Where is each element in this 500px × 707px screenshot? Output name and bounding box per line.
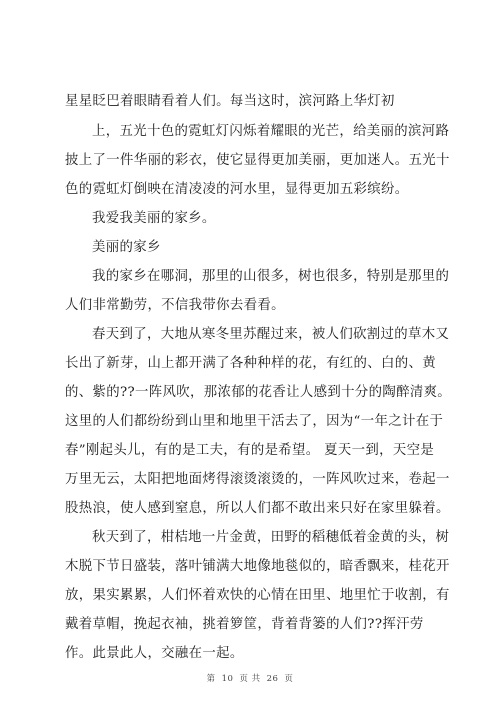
text-line: 秋天到了，柑桔地一片金黄，田野的稻穗低着金黄的头，树	[92, 530, 450, 545]
text-line: 春”刚起头儿，有的是工夫，有的是希望。 夏天一到，天空是	[65, 443, 435, 458]
section-title: 美丽的家乡	[92, 240, 161, 255]
text-line: 戴着草帽，挽起衣袖，挑着箩筐，背着背篓的人们??挥汗劳	[65, 617, 424, 632]
text-line: 我的家乡在哪洞，那里的山很多，树也很多，特别是那里的	[92, 269, 450, 284]
page-footer	[0, 672, 500, 684]
text-line: 星星眨巴着眼睛看着人们。每当这时，滨河路上华灯初	[65, 94, 395, 109]
text-line: 人们非常勤劳，不信我带你去看看。	[65, 298, 285, 313]
text-line: 股热浪，使人感到窒息，所以人们都不敢出来只好在家里躲着。	[65, 501, 450, 516]
text-line: 作。此景此人，交融在一起。	[65, 646, 244, 661]
page-suffix: 页	[284, 674, 294, 684]
text-line: 的、紫的??一阵风吹，那浓郁的花香让人感到十分的陶醉清爽。	[65, 385, 452, 400]
page-prefix: 第	[206, 674, 216, 684]
text-line: 春天到了，大地从寒冬里苏醒过来，被人们砍割过的草木又	[92, 327, 450, 342]
text-line: 这里的人们都纷纷到山里和地里干活去了，因为“一年之计在于	[65, 414, 444, 429]
page-number: 10	[221, 674, 234, 684]
text-line: 上，五光十色的霓虹灯闪烁着耀眼的光芒，给美丽的滨河路	[92, 124, 450, 139]
text-line: 长出了新芽，山上都开满了各种种样的花，有红的、白的、黄	[65, 356, 436, 371]
text-line: 披上了一件华丽的彩衣，使它显得更加美丽，更加迷人。五光十	[65, 153, 450, 168]
text-line: 我爱我美丽的家乡。	[92, 211, 216, 226]
text-line: 木脱下节日盛装，落叶铺满大地像地毯似的，暗香飘来，桂花开	[65, 559, 450, 574]
text-line: 色的霓虹灯倒映在清凌凌的河水里，显得更加五彩缤纷。	[65, 182, 409, 197]
text-line: 放，果实累累，人们怀着欢快的心情在田里、地里忙于收割，有	[65, 588, 450, 603]
text-line: 万里无云，太阳把地面烤得滚烫滚烫的，一阵风吹过来，卷起一	[65, 472, 450, 487]
total-pages: 26	[266, 674, 279, 684]
page-mid: 页 共	[239, 674, 261, 684]
